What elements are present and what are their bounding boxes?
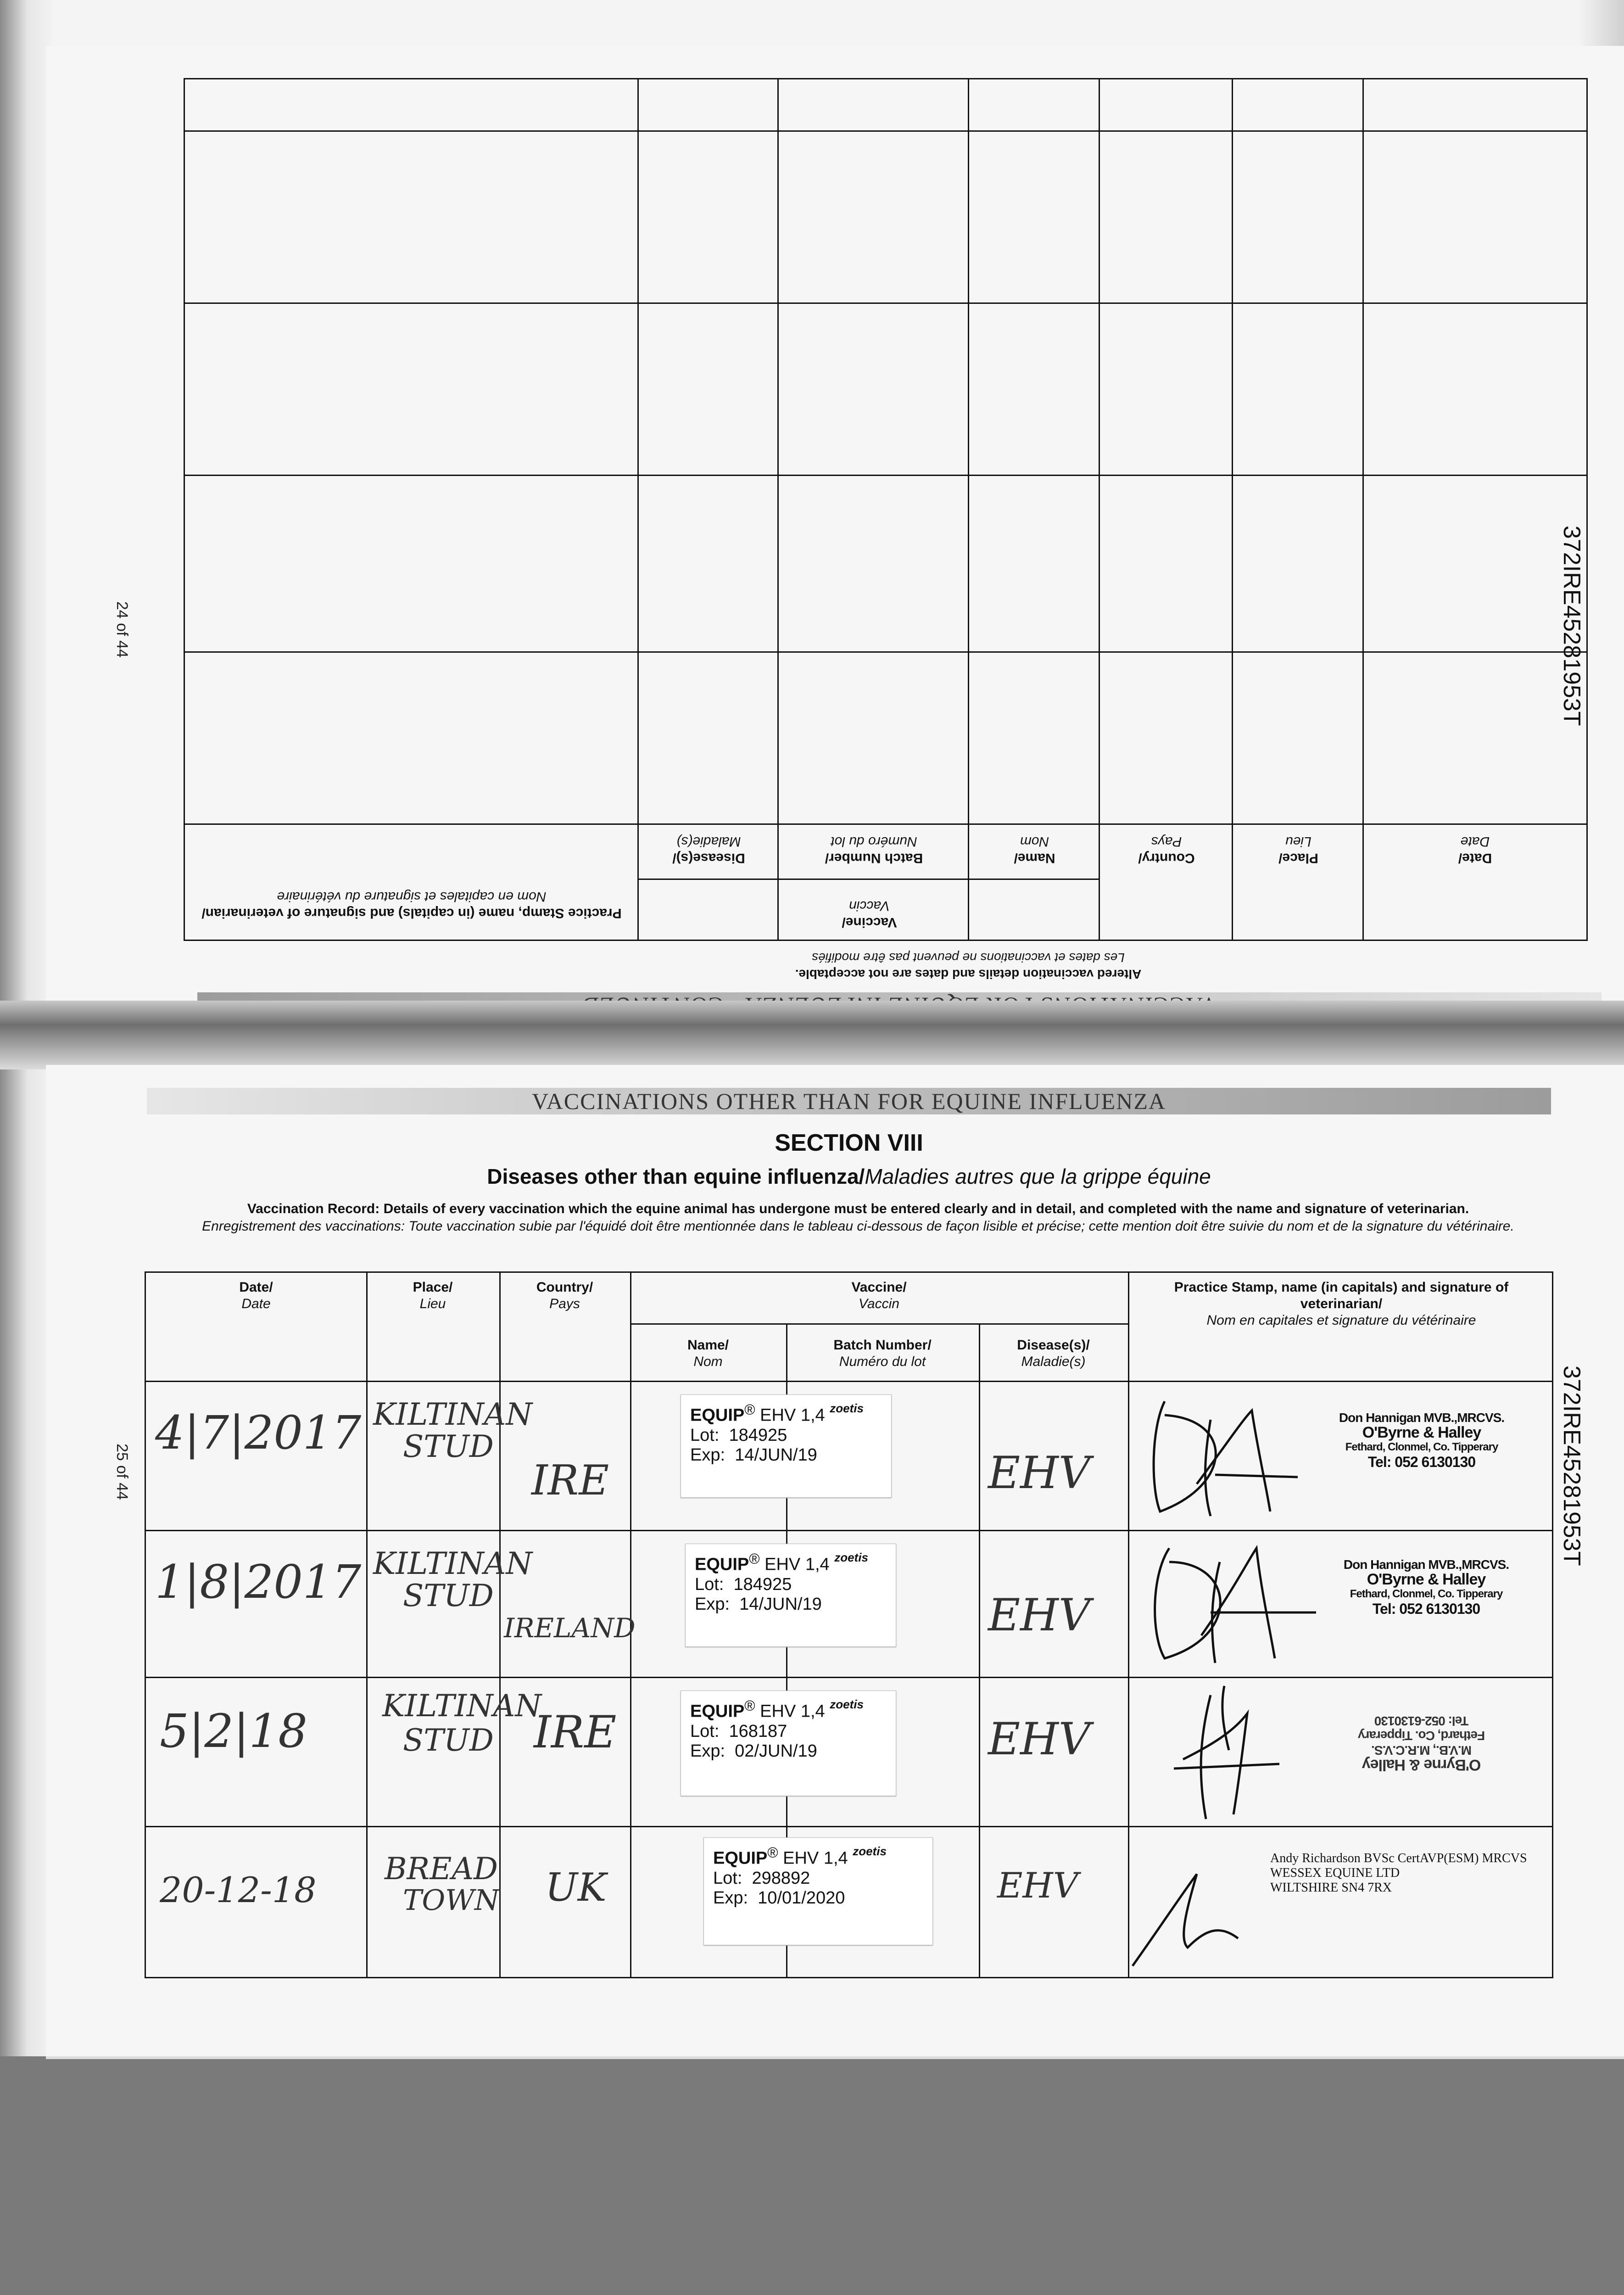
- vaccine-label: EQUIP® EHV 1,4 $^{zoetis}$ Lot: 184925 Exp: 14/JUN/19: [685, 1544, 896, 1647]
- page-24: [46, 46, 1624, 1001]
- scanner-bed: [0, 2056, 1624, 2295]
- passport-id-bottom: 372IRE45281953T: [1558, 1366, 1585, 1566]
- header-vaccine: Vaccine/ Vaccin: [851, 1280, 907, 1311]
- country-entry: UK: [545, 1865, 607, 1910]
- practice-stamp: Andy Richardson BVSc CertAVP(ESM) MRCVS WESSEX EQUINE LTD WILTSHIRE SN4 7RX: [1270, 1851, 1527, 1895]
- header-place: Place/ Lieu: [413, 1280, 453, 1311]
- place-entry-line1: KILTINAN: [382, 1688, 542, 1724]
- disease-entry: EHV: [997, 1865, 1078, 1906]
- practice-stamp: Don Hannigan MVB.,MRCVS. O'Byrne & Halley Fethard, Clonmel, Co. Tipperary Tel: 052 6130130: [1343, 1557, 1509, 1617]
- place-entry-line2: STUD: [403, 1578, 494, 1613]
- vaccine-label: EQUIP® EHV 1,4 $^{zoetis}$ Lot: 168187 Exp: 02/JUN/19: [681, 1690, 896, 1796]
- header-date: Date/ Date: [239, 1280, 273, 1311]
- date-entry: 4|7|2017: [155, 1406, 362, 1460]
- record-note-fr: Enregistrement des vaccinations: Toute vaccination subie par l'équidé doit être mentionnée dans le tableau ci-dessous de façon lisible et précise; cette mention doit être suivie du nom et de la signature du vétérinaire.: [202, 1219, 1514, 1234]
- page-number-24: 24 of 44: [113, 601, 131, 658]
- header-name: Name/ Nom: [1014, 834, 1055, 866]
- veterinarian-signature: [1133, 1392, 1307, 1525]
- header-country: Country/ Pays: [536, 1280, 593, 1311]
- header-batch: Batch Number/ Numéro du lot: [833, 1338, 932, 1369]
- altered-notice: Altered vaccination details and dates are not acceptable. Les dates et vaccinations ne peuvent pas être modifiés: [795, 951, 1142, 981]
- influenza-table: [184, 78, 1588, 941]
- section-subtitle: Diseases other than equine influenza/Maladies autres que la grippe équine: [487, 1164, 1211, 1188]
- book-spine: [0, 1001, 1624, 1069]
- country-entry: IRELAND: [504, 1612, 636, 1644]
- place-entry-line2: TOWN: [403, 1883, 500, 1917]
- disease-entry: EHV: [988, 1590, 1091, 1641]
- header-country: Country/ Pays: [1138, 834, 1195, 866]
- place-entry-line1: BREAD: [385, 1851, 498, 1886]
- veterinarian-signature: [1133, 1534, 1325, 1672]
- section-title: SECTION VIII: [775, 1130, 923, 1156]
- page-number-25: 25 of 44: [113, 1444, 131, 1500]
- place-entry-line1: KILTINAN: [373, 1546, 533, 1581]
- date-entry: 5|2|18: [160, 1704, 307, 1758]
- country-entry: IRE: [534, 1707, 617, 1758]
- vaccination-table: [145, 1271, 1553, 1978]
- header-vaccine: Vaccine/ Vaccin: [842, 898, 897, 930]
- passport-id-top: 372IRE45281953T: [1558, 526, 1585, 726]
- disease-entry: EHV: [988, 1447, 1091, 1499]
- country-entry: IRE: [531, 1456, 609, 1505]
- veterinarian-signature: [1155, 1677, 1293, 1828]
- place-entry-line2: STUD: [403, 1429, 494, 1464]
- header-date: Date/ Date: [1458, 834, 1492, 866]
- header-disease: Disease(s)/ Maladie(s): [672, 834, 745, 866]
- place-entry-line1: KILTINAN: [373, 1397, 533, 1432]
- header-practice-stamp: Practice Stamp, name (in capitals) and signature of veterinarian/ Nom en capitales et signature du vétérinaire: [201, 889, 622, 921]
- vaccine-label: EQUIP® EHV 1,4 $^{zoetis}$ Lot: 298892 Exp: 10/01/2020: [703, 1837, 933, 1945]
- practice-stamp-inverted: O'Byrne & Halley M.V.B., M.R.C.V.S. Fethard, Co. Tipperary Tel: 052-6130130: [1358, 1714, 1485, 1774]
- page-25: [46, 1065, 1624, 2059]
- header-name: Name/ Nom: [687, 1338, 729, 1369]
- header-practice-stamp: Practice Stamp, name (in capitals) and signature of veterinarian/ Nom en capitales et signature du vétérinaire: [1174, 1280, 1509, 1328]
- place-entry-line2: STUD: [403, 1723, 494, 1758]
- veterinarian-signature: [1128, 1833, 1275, 1970]
- header-place: Place/ Lieu: [1278, 834, 1318, 866]
- header-batch: Batch Number/ Numéro du lot: [825, 834, 923, 866]
- other-vaccinations-banner: VACCINATIONS OTHER THAN FOR EQUINE INFLUENZA: [147, 1088, 1551, 1114]
- header-disease: Disease(s)/ Maladie(s): [1017, 1338, 1090, 1369]
- date-entry: 20-12-18: [160, 1870, 317, 1910]
- vaccine-label: EQUIP® EHV 1,4 $^{zoetis}$ Lot: 184925 Exp: 14/JUN/19: [681, 1394, 892, 1498]
- date-entry: 1|8|2017: [155, 1555, 362, 1609]
- practice-stamp: Don Hannigan MVB.,MRCVS. O'Byrne & Halley Fethard, Clonmel, Co. Tipperary Tel: 052 6130130: [1339, 1411, 1505, 1470]
- disease-entry: EHV: [988, 1713, 1091, 1765]
- page-24-rotated-content: [46, 46, 1624, 1001]
- record-note: Vaccination Record: Details of every vaccination which the equine animal has undergone must be entered clearly and in detail, and completed with the name and signature of veterinarian.: [247, 1201, 1469, 1216]
